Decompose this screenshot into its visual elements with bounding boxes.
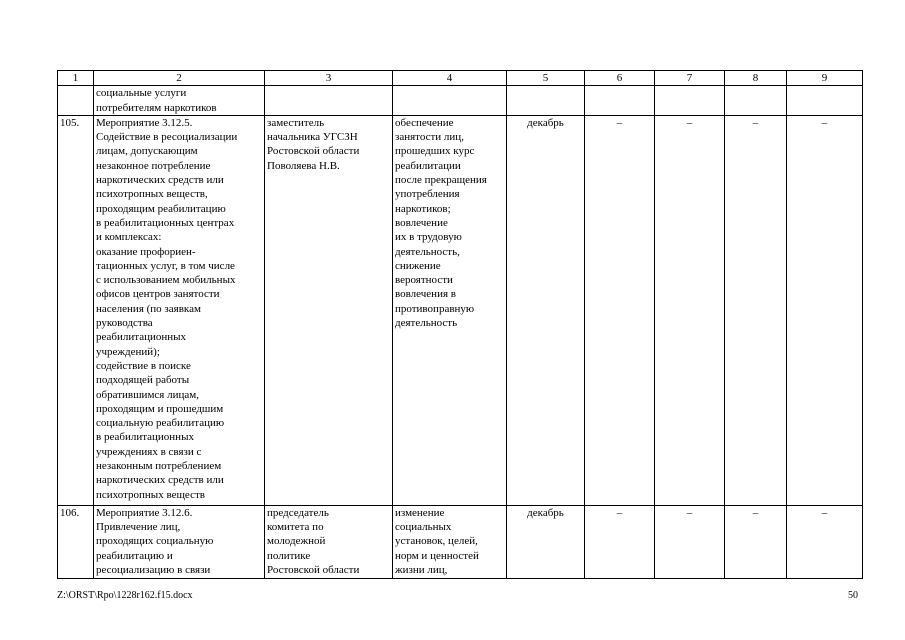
term — [507, 86, 585, 116]
value-col-7: – — [655, 505, 725, 578]
row-number: 105. — [58, 115, 94, 505]
value-col-6: – — [585, 115, 655, 505]
column-number: 1 — [58, 71, 94, 86]
column-number: 7 — [655, 71, 725, 86]
table-row — [58, 86, 863, 116]
expected-result — [393, 86, 507, 116]
event-description: Мероприятие 3.12.6. Привлечение лиц, проходящих социальную реабилитацию и ресоциализацию в связи — [94, 505, 265, 578]
responsible-person — [265, 86, 393, 116]
table-row — [58, 115, 863, 505]
value-col-8 — [725, 86, 787, 116]
term: декабрь — [507, 505, 585, 578]
column-number: 3 — [265, 71, 393, 86]
row-number — [58, 86, 94, 116]
value-col-9 — [787, 86, 863, 116]
column-number: 2 — [94, 71, 265, 86]
column-number-row — [58, 71, 863, 86]
plan-table — [57, 70, 863, 579]
value-col-7 — [655, 86, 725, 116]
column-number: 9 — [787, 71, 863, 86]
column-number: 6 — [585, 71, 655, 86]
event-description: социальные услуги потребителям наркотиков — [94, 86, 265, 116]
column-number: 5 — [507, 71, 585, 86]
column-number: 4 — [393, 71, 507, 86]
value-col-8: – — [725, 115, 787, 505]
table-row — [58, 505, 863, 578]
value-col-6 — [585, 86, 655, 116]
column-number: 8 — [725, 71, 787, 86]
value-col-9: – — [787, 505, 863, 578]
term: декабрь — [507, 115, 585, 505]
expected-result: обеспечение занятости лиц, прошедших курс реабилитации после прекращения употребления наркотиков; вовлечение их в трудовую деятельность, снижение вероятности вовлечения в противоправную деятельность — [393, 115, 507, 505]
expected-result: изменение социальных установок, целей, норм и ценностей жизни лиц, — [393, 505, 507, 578]
value-col-8: – — [725, 505, 787, 578]
value-col-7: – — [655, 115, 725, 505]
row-number: 106. — [58, 505, 94, 578]
value-col-9: – — [787, 115, 863, 505]
event-description: Мероприятие 3.12.5. Содействие в ресоциализации лицам, допускающим незаконное потребление наркотических средств или психотропных веществ, проходящим реабилитацию в реабилитационных центрах и комплексах: оказание профориен- тационных услуг, в том числе с использованием мобильных офисов центров занятости населения (по заявкам руководства реабилитационных учреждений); содействие в поиске подходящей работы обратившимся лицам, проходящим и прошедшим социальную реабилитацию в реабилитационных учреждениях в связи с незаконным потреблением наркотических средств или психотропных веществ — [94, 115, 265, 505]
value-col-6: – — [585, 505, 655, 578]
responsible-person: председатель комитета по молодежной политике Ростовской области — [265, 505, 393, 578]
footer-file-path: Z:\ORST\Rpo\1228r162.f15.docx — [57, 590, 193, 601]
page-number: 50 — [848, 590, 858, 601]
responsible-person: заместитель начальника УГСЗН Ростовской области Поволяева Н.В. — [265, 115, 393, 505]
